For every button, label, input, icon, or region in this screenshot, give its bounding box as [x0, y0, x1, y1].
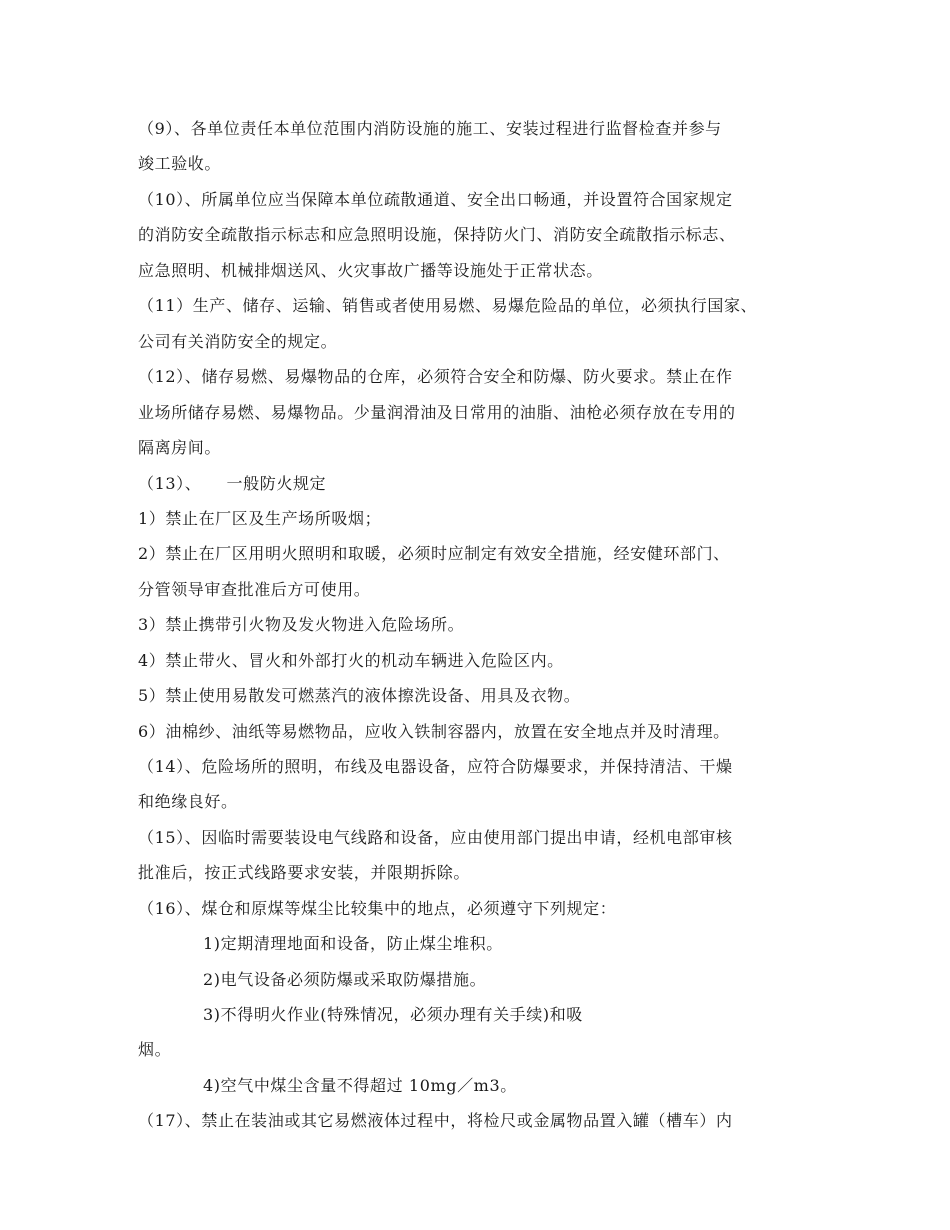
text-line: 5）禁止使用易散发可燃蒸汽的液体擦洗设备、用具及衣物。 — [138, 686, 581, 705]
text-line: （10）、所属单位应当保障本单位疏散通道、安全出口畅通，并设置符合国家规定 — [138, 190, 733, 209]
text-line: （17）、禁止在装油或其它易燃液体过程中，将检尺或金属物品置入罐（槽车）内 — [138, 1111, 733, 1130]
text-line: 应急照明、机械排烟送风、火灾事故广播等设施处于正常状态。 — [138, 261, 603, 280]
text-line: （16）、煤仓和原煤等煤尘比较集中的地点，必须遵守下列规定： — [138, 899, 617, 918]
text-line: 的消防安全疏散指示标志和应急照明设施，保持防火门、消防安全疏散指示标志、 — [138, 225, 736, 244]
list-item: 3)不得明火作业(特殊情况，必须办理有关手续)和吸 — [203, 1005, 583, 1024]
list-item: 2)电气设备必须防爆或采取防爆措施。 — [203, 970, 487, 989]
text-line: （14）、危险场所的照明，布线及电器设备，应符合防爆要求，并保持清洁、干燥 — [138, 757, 733, 776]
text-line: 4）禁止带火、冒火和外部打火的机动车辆进入危险区内。 — [138, 651, 564, 670]
text-line: 6）油棉纱、油纸等易燃物品，应收入铁制容器内，放置在安全地点并及时清理。 — [138, 722, 730, 741]
text-line: 公司有关消防安全的规定。 — [138, 332, 338, 351]
list-item: 4)空气中煤尘含量不得超过 10mg／m3。 — [203, 1076, 517, 1095]
text-line: 业场所储存易燃、易爆物品。少量润滑油及日常用的油脂、油枪必须存放在专用的 — [138, 403, 736, 422]
text-line: 分管领导审查批准后方可使用。 — [138, 580, 371, 599]
text-line: 烟。 — [138, 1040, 172, 1059]
text-line: （15）、因临时需要装设电气线路和设备，应由使用部门提出申请，经机电部审核 — [138, 828, 733, 847]
text-line: 1）禁止在厂区及生产场所吸烟； — [138, 509, 382, 528]
text-line: （9）、各单位责任本单位范围内消防设施的施工、安装过程进行监督检查并参与 — [138, 119, 722, 138]
text-line: 竣工验收。 — [138, 154, 222, 173]
text-line: 3）禁止携带引火物及发火物进入危险场所。 — [138, 615, 465, 634]
text-line: 和绝缘良好。 — [138, 792, 238, 811]
text-line: 隔离房间。 — [138, 438, 222, 457]
text-line: （11）生产、储存、运输、销售或者使用易燃、易爆危险品的单位，必须执行国家、 — [138, 296, 758, 315]
text-line: 批准后，按正式线路要求安装，并限期拆除。 — [138, 863, 471, 882]
text-line: 2）禁止在厂区用明火照明和取暖，必须时应制定有效安全措施，经安健环部门、 — [138, 544, 730, 563]
section-heading: （13）、 一般防火规定 — [138, 474, 327, 493]
list-item: 1)定期清理地面和设备，防止煤尘堆积。 — [203, 934, 503, 953]
text-line: （12）、储存易燃、易爆物品的仓库，必须符合安全和防爆、防火要求。禁止在作 — [138, 367, 733, 386]
